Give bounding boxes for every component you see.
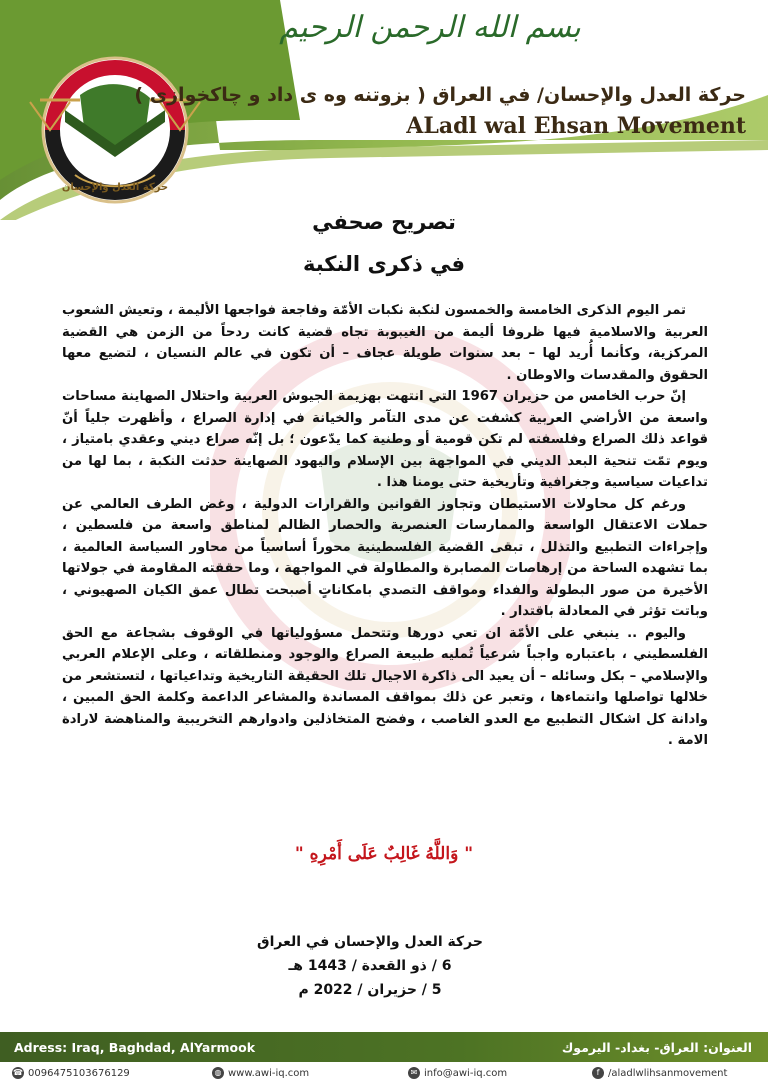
movement-logo bbox=[20, 40, 210, 210]
paragraph: تمر اليوم الذكرى الخامسة والخمسون لنكبة نكبات الأمّة وفاجعة فواجعها الأليمة ، وتعيش الشعوب العربية والاسلامية فيها ظروفا أليمة من الغيبوبة تجاه قضية كانت ردحاً من الزمن هي القضية المركزية، وكأنما أُريد لها – بعد سنوات طويلة عجاف – أن تكون في عالم النسيان ، لتضيع معها الحقوق والمقدسات والاوطان . bbox=[62, 303, 708, 383]
address-arabic: العنوان: العراق- بغداد- اليرموك bbox=[561, 1040, 752, 1055]
email-link[interactable]: info@awi-iq.com bbox=[424, 1067, 508, 1079]
email-contact[interactable] bbox=[408, 1067, 507, 1079]
hijri-date: 6 / ذو القعدة / 1443 هـ bbox=[288, 958, 452, 974]
phone-icon: ☎ bbox=[13, 1068, 23, 1077]
signature-org: حركة العدل والإحسان في العراق bbox=[257, 934, 483, 950]
document-subtitle: في ذكرى النكبة bbox=[302, 252, 466, 276]
phone-number: 00964751036761​29 bbox=[28, 1067, 130, 1079]
email-icon: ✉ bbox=[408, 1067, 420, 1079]
document-body bbox=[62, 300, 708, 752]
gregorian-date: 5 / حزيران / 2022 م bbox=[298, 982, 442, 998]
document-title: تصريح صحفي bbox=[312, 210, 456, 234]
quran-quote: " وَاللَّهُ غَالِبٌ عَلَى أَمْرِهِ " bbox=[294, 844, 474, 864]
signature-block bbox=[220, 930, 520, 1002]
paragraph: ورغم كل محاولات الاستيطان وتجاوز القوانين والقرارات الدولية ، وغض الطرف العالمي عن حملات الاعتقال الواسعة والممارسات العنصرية والحصار الظالم لمناطق واسعة من فلسطين ، وإجراءات التطبيع والتذلل ، تبقى القضية الفلسطينية محوراً أساسياً من محاور السياسة العالمية ، بما تشهده الساحة من إرهاصات المصابرة والمطاولة في المواجهة ، وما حققته المقاومة في جولاتها الأخيرة من صور البطولة والفداء ومواقف التصدي بامكاناتٍ أصبحت تطال عمق الكيان الصهيوني ، وباتت تؤثر في المعادلة باقتدار . bbox=[62, 496, 708, 619]
facebook-icon: f bbox=[592, 1067, 604, 1079]
website-contact[interactable] bbox=[212, 1067, 309, 1079]
letterhead bbox=[0, 0, 768, 200]
phone-contact bbox=[12, 1067, 130, 1079]
social-link[interactable]: /aladlwlihsanmovement bbox=[608, 1067, 728, 1079]
paragraph: إنّ حرب الخامس من حزيران 1967 التي انتهت بهزيمة الجيوش العربية واحتلال الصهاينة مساحات واسعة من الأراضي العربية كشفت عن مدى التآمر والخيانة في إدارة الصراع ، وأظهرت جلياً أنّ قواعد ذلك الصراع وفلسفته لم تكن قومية أو وطنية كما يدّعون ؛ بل إنّه صراع ديني وعقدي بامتياز ، ويوم تمّت تنحية البعد الديني في المواجهة بين الإسلام واليهود الصهاينة حدثت النكبة ، بما لها من تداعيات سياسية وجغرافية وتأريخية حتى يومنا هذا . bbox=[62, 389, 708, 490]
org-title-english: ALadl wal Ehsan Movement bbox=[406, 113, 746, 139]
paragraph: واليوم .. ينبغي على الأمّة ان تعي دورها وتتحمل مسؤولياتها في الوقوف بشجاعة مع الحق الفلسطيني ، باعتباره واجباً شرعياً تُمليه طبيعة الصراع والوجود ومنطلقاته ، وعلى الإعلام العربي والإسلامي – بكل وسائله – أن يعيد الى ذاكرة الاجيال تلك الحقيقة التاريخية وتداعياتها ، لتستشعر من خلالها تواصلها وانتماءها ، وتعبر عن ذلك بمواقف المساندة والمشاعر الداعمة وكلمة الحق المبين ، وادانة كل اشكال التطبيع مع العدو الغاصب ، وفضح المتخاذلين وادوارهم التخريبية والمناهضة لارادة الامة . bbox=[62, 625, 708, 748]
basmala: بسم الله الرحمن الرحيم bbox=[279, 10, 581, 45]
org-title-arabic: حركة العدل والإحسان/ في العراق ( بزوتنه وه ى داد و چاكخوازى ) bbox=[134, 84, 746, 106]
globe-icon: ◍ bbox=[212, 1067, 224, 1079]
address-english: Adress: Iraq, Baghdad, AlYarmook bbox=[14, 1040, 256, 1055]
logo-text: حركة العدل والإحسان bbox=[61, 182, 169, 193]
social-contact[interactable] bbox=[592, 1067, 727, 1079]
website-link[interactable]: www.awi-iq.com bbox=[228, 1067, 310, 1079]
